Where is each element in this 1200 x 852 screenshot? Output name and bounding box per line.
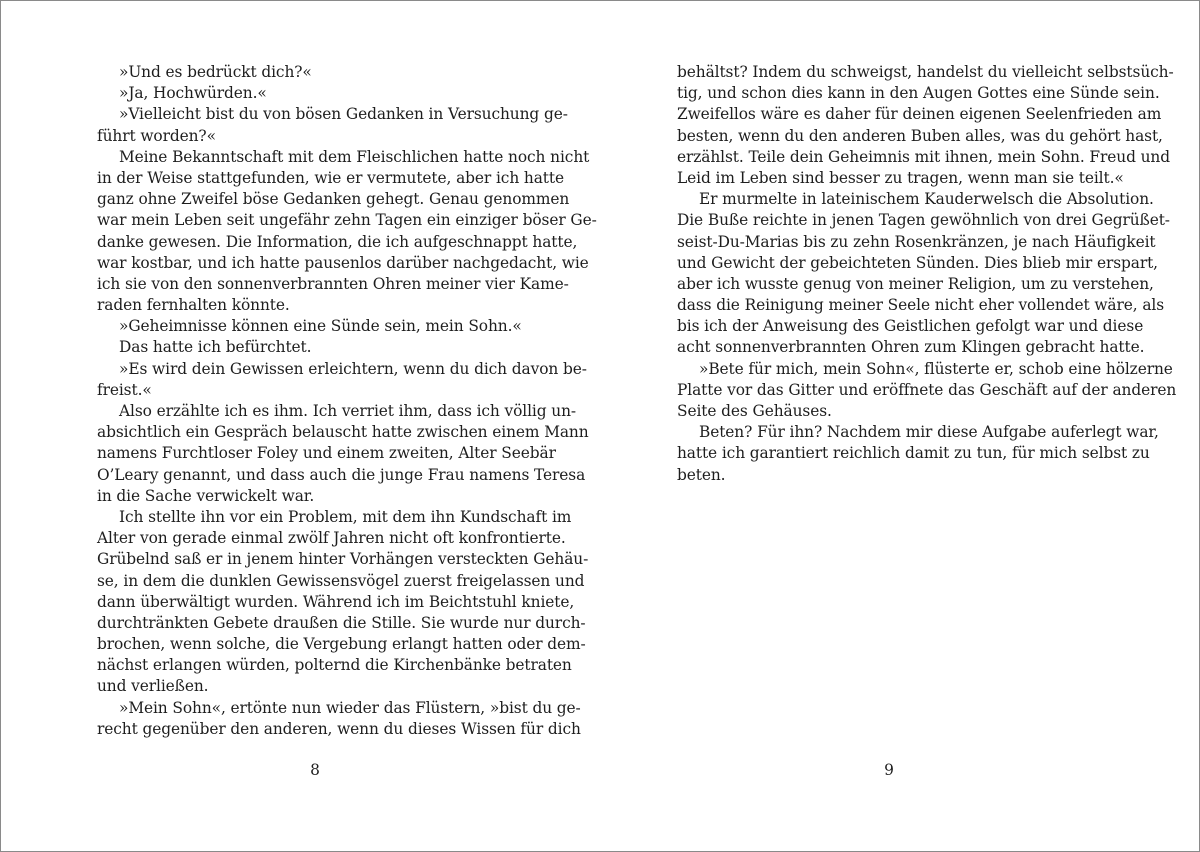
text-line: und Gewicht der gebeichteten Sünden. Dies blieb mir erspart, [677,253,1158,272]
text-line: Grübelnd saß er in jenem hinter Vorhängen versteckten Gehäu- [97,550,589,569]
text-line: Leid im Leben sind besser zu tragen, wenn man sie teilt.« [677,168,1124,187]
text-line: Er murmelte in lateinischem Kauderwelsch die Absolution. [699,190,1154,209]
text-line: in die Sache verwickelt war. [97,486,315,505]
text-line: absichtlich ein Gespräch belauscht hatte zwischen einem Mann [97,423,589,442]
text-line: ganz ohne Zweifel böse Gedanken gehegt. Genau genommen [97,190,570,209]
text-line: Meine Bekanntschaft mit dem Fleischlichen hatte noch nicht [119,147,590,166]
text-line: »Vielleicht bist du von bösen Gedanken in Versuchung ge- [119,105,568,124]
text-line: tig, und schon dies kann in den Augen Gottes eine Sünde sein. [677,84,1160,103]
text-line: erzählst. Teile dein Geheimnis mit ihnen, mein Sohn. Freud und [677,147,1170,166]
text-line: war kostbar, und ich hatte pausenlos darüber nachgedacht, wie [97,253,589,272]
text-line: Alter von gerade einmal zwölf Jahren nicht oft konfrontierte. [97,529,566,548]
text-line: hatte ich garantiert reichlich damit zu tun, für mich selbst zu [677,444,1150,463]
text-line: »Mein Sohn«, ertönte nun wieder das Flüstern, »bist du ge- [119,698,581,717]
text-line: seist-Du-Marias bis zu zehn Rosenkränzen, je nach Häufigkeit [677,232,1156,251]
text-line: nächst erlangen würden, polternd die Kirchenbänke betraten [97,656,572,675]
text-line: »Bete für mich, mein Sohn«, flüsterte er, schob eine hölzerne [699,359,1173,378]
text-line: acht sonnenverbrannten Ohren zum Klingen gebracht hatte. [677,338,1145,357]
text-line: dann überwältigt wurden. Während ich im Beichtstuhl kniete, [97,592,575,611]
text-line: Seite des Gehäuses. [677,402,832,420]
text-line: und verließen. [97,677,209,696]
text-line: durchtränkten Gebete draußen die Stille. Sie wurde nur durch- [97,613,586,632]
text-line: besten, wenn du den anderen Buben alles, was du gehört hast, [677,126,1163,145]
text-line: behältst? Indem du schweigst, handelst du vielleicht selbstsüch- [677,63,1174,81]
text-line: ich sie von den sonnenverbrannten Ohren meiner vier Kame- [97,274,569,293]
text-line: Also erzählte ich es ihm. Ich verriet ihm, dass ich völlig un- [119,402,577,420]
text-line: in der Weise stattgefunden, wie er vermutete, aber ich hatte [97,168,564,187]
text-line: aber ich wusste genug von meiner Religion, um zu verstehen, [677,274,1154,293]
text-line: Das hatte ich befürchtet. [119,338,312,357]
text-line: Beten? Für ihn? Nachdem mir diese Aufgabe auferlegt war, [699,423,1159,442]
text-line: führt worden?« [97,126,216,145]
text-line: se, in dem die dunklen Gewissensvögel zuerst freigelassen und [97,571,585,590]
text-line: Platte vor das Gitter und eröffnete das Geschäft auf der anderen [677,380,1177,399]
text-line: Ich stellte ihn vor ein Problem, mit dem ihn Kundschaft im [119,507,572,526]
text-line: namens Furchtloser Foley und einem zweiten, Alter Seebär [97,444,556,463]
text-line: Zweifellos wäre es daher für deinen eigenen Seelenfrieden am [677,105,1162,124]
text-line: recht gegenüber den anderen, wenn du dieses Wissen für dich [97,719,581,738]
left-page-text [97,62,597,740]
text-line: »Und es bedrückt dich?« [119,63,312,81]
text-line: beten. [677,465,726,484]
right-page-text [677,62,1177,486]
text-line: »Ja, Hochwürden.« [119,84,267,103]
text-line: O’Leary genannt, und dass auch die junge Frau namens Teresa [97,465,586,484]
left-page-number: 8 [310,761,320,779]
text-line: danke gewesen. Die Information, die ich aufgeschnappt hatte, [97,232,578,251]
text-line: »Geheimnisse können eine Sünde sein, mein Sohn.« [119,317,522,336]
text-line: war mein Leben seit ungefähr zehn Tagen ein einziger böser Ge- [97,211,597,230]
text-line: »Es wird dein Gewissen erleichtern, wenn du dich davon be- [119,359,587,378]
right-page-number: 9 [884,761,894,779]
text-line: bis ich der Anweisung des Geistlichen gefolgt war und diese [677,317,1144,336]
text-line: dass die Reinigung meiner Seele nicht eher vollendet wäre, als [677,296,1165,315]
text-line: Die Buße reichte in jenen Tagen gewöhnlich von drei Gegrüßet- [677,211,1170,230]
text-line: raden fernhalten könnte. [97,296,290,315]
text-line: brochen, wenn solche, die Vergebung erlangt hatten oder dem- [97,635,586,654]
text-line: freist.« [97,380,152,399]
